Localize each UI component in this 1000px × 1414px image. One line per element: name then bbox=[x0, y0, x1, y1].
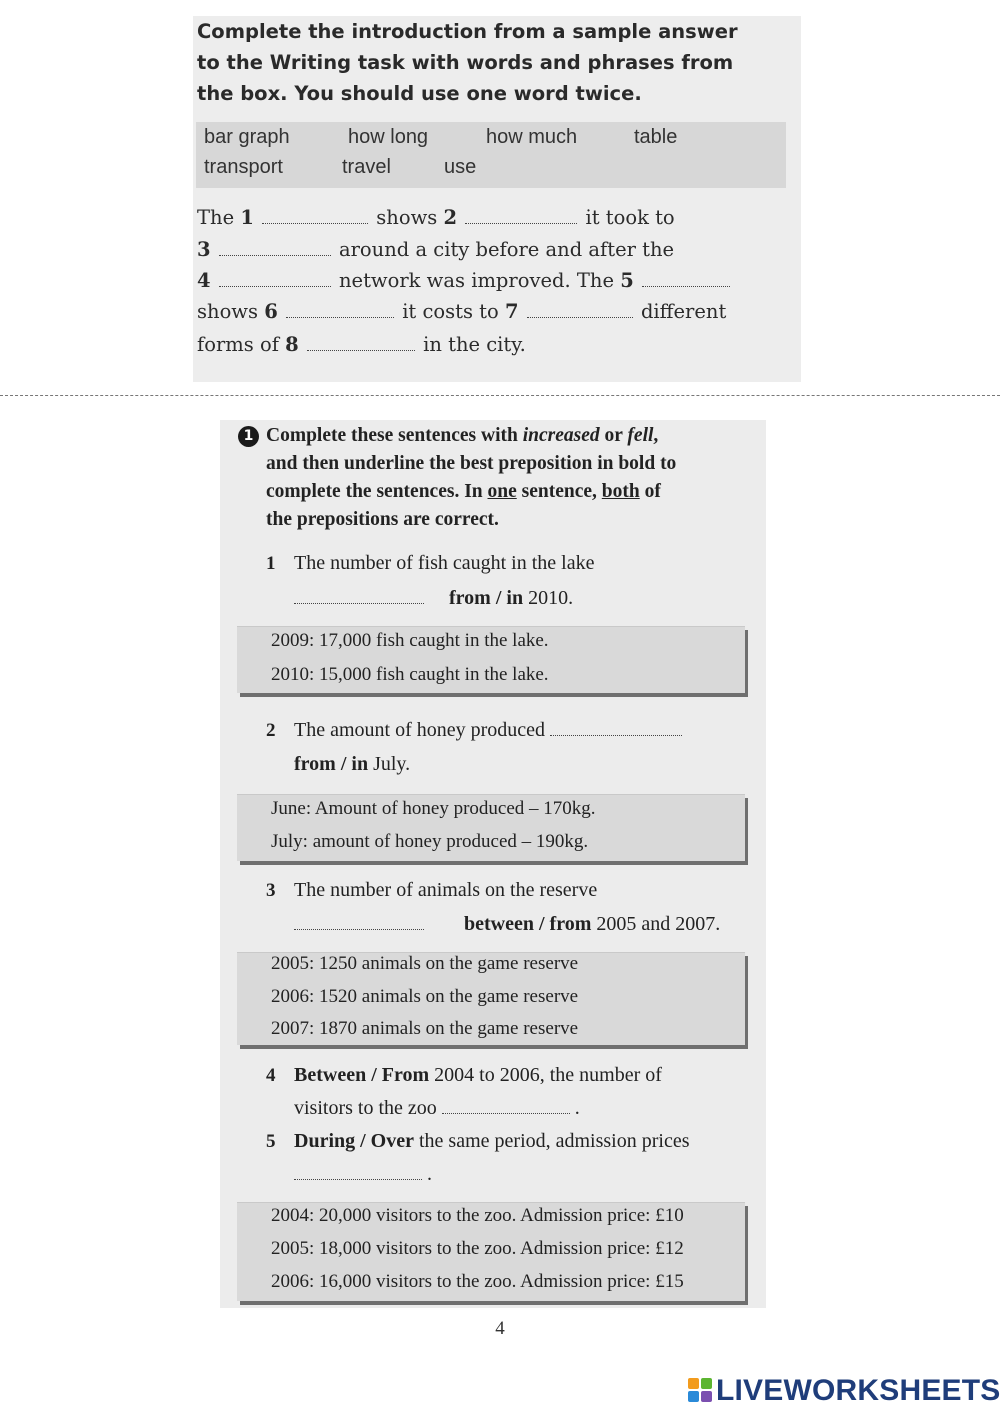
word-option: how long bbox=[348, 126, 429, 148]
answer-blank[interactable] bbox=[442, 1099, 570, 1114]
data-line: June: Amount of honey produced – 170kg. bbox=[271, 798, 596, 819]
answer-blank[interactable] bbox=[550, 721, 682, 736]
word-option: travel bbox=[342, 156, 391, 178]
preposition-choice[interactable]: from / in bbox=[449, 587, 524, 609]
instruction-line: complete the sentences. In one sentence, both of bbox=[266, 481, 661, 502]
blank-6[interactable] bbox=[286, 303, 394, 318]
instruction-line: the box. You should use one word twice. bbox=[197, 82, 642, 105]
data-line: 2009: 17,000 fish caught in the lake. bbox=[271, 630, 549, 651]
instruction-line: Complete these sentences with increased or fell, bbox=[266, 425, 659, 446]
paragraph-line: The 1 shows 2 it took to bbox=[197, 206, 675, 229]
data-line: 2006: 16,000 visitors to the zoo. Admission price: £15 bbox=[271, 1271, 684, 1292]
item-sentence: between / from 2005 and 2007. bbox=[294, 913, 720, 936]
data-box bbox=[237, 626, 745, 693]
page-number: 4 bbox=[495, 1318, 505, 1339]
instruction-line: to the Writing task with words and phrases from bbox=[197, 51, 734, 74]
blank-4[interactable] bbox=[219, 272, 331, 287]
instruction-line: the prepositions are correct. bbox=[266, 509, 499, 530]
blank-1[interactable] bbox=[262, 209, 368, 224]
item-sentence: During / Over the same period, admission prices bbox=[294, 1130, 690, 1152]
instruction-line: Complete the introduction from a sample answer bbox=[197, 20, 738, 43]
data-line: 2005: 18,000 visitors to the zoo. Admission price: £12 bbox=[271, 1238, 684, 1259]
item-number: 3 bbox=[266, 880, 276, 901]
item-sentence: The amount of honey produced bbox=[294, 719, 682, 742]
data-line: 2010: 15,000 fish caught in the lake. bbox=[271, 664, 549, 685]
item-sentence: Between / From 2004 to 2006, the number of bbox=[294, 1064, 662, 1086]
item-sentence: The number of fish caught in the lake bbox=[294, 552, 595, 574]
paragraph-line: 4 network was improved. The 5 bbox=[197, 269, 732, 292]
item-number: 4 bbox=[266, 1065, 276, 1086]
liveworksheets-grid-icon bbox=[688, 1378, 714, 1404]
word-box bbox=[196, 122, 786, 188]
item-sentence: visitors to the zoo . bbox=[294, 1097, 580, 1119]
instruction-line: and then underline the best preposition in bold to bbox=[266, 453, 677, 474]
logo-text: LIVEWORKSHEETS bbox=[716, 1374, 1000, 1407]
paragraph-line: forms of 8 in the city. bbox=[197, 333, 526, 356]
preposition-choice[interactable]: from / in bbox=[294, 753, 369, 775]
data-line: 2004: 20,000 visitors to the zoo. Admission price: £10 bbox=[271, 1205, 684, 1226]
preposition-choice[interactable]: During / Over bbox=[294, 1130, 414, 1152]
item-number: 5 bbox=[266, 1131, 276, 1152]
data-line: 2005: 1250 animals on the game reserve bbox=[271, 953, 579, 974]
word-option: transport bbox=[204, 156, 283, 178]
dashed-separator bbox=[0, 395, 1000, 396]
data-box bbox=[237, 952, 745, 1045]
word-option: use bbox=[444, 156, 477, 178]
exercise-number-badge: 1 bbox=[238, 426, 259, 447]
blank-7[interactable] bbox=[527, 303, 633, 318]
top-exercise-instruction bbox=[197, 16, 797, 109]
item-sentence: from / in 2010. bbox=[294, 587, 573, 610]
item-sentence: from / in July. bbox=[294, 753, 411, 775]
answer-blank[interactable] bbox=[294, 915, 424, 930]
data-line: July: amount of honey produced – 190kg. bbox=[271, 831, 589, 852]
paragraph-line: shows 6 it costs to 7 different bbox=[197, 300, 727, 323]
blank-5[interactable] bbox=[642, 272, 730, 287]
paragraph-line: 3 around a city before and after the bbox=[197, 238, 675, 261]
item-sentence: The number of animals on the reserve bbox=[294, 879, 598, 901]
preposition-choice[interactable]: Between / From bbox=[294, 1064, 430, 1086]
word-option: how much bbox=[486, 126, 578, 148]
data-line: 2007: 1870 animals on the game reserve bbox=[271, 1018, 579, 1039]
data-box bbox=[237, 794, 745, 861]
blank-3[interactable] bbox=[219, 241, 331, 256]
word-option: bar graph bbox=[204, 126, 290, 148]
data-line: 2006: 1520 animals on the game reserve bbox=[271, 986, 579, 1007]
item-sentence: . bbox=[294, 1163, 432, 1186]
answer-blank[interactable] bbox=[294, 589, 424, 604]
item-number: 1 bbox=[266, 553, 276, 574]
blank-8[interactable] bbox=[307, 336, 415, 351]
data-box bbox=[237, 1202, 745, 1301]
word-option: table bbox=[634, 126, 678, 148]
preposition-choice[interactable]: between / from bbox=[464, 913, 592, 935]
answer-blank[interactable] bbox=[294, 1165, 422, 1180]
item-number: 2 bbox=[266, 720, 276, 741]
blank-2[interactable] bbox=[465, 209, 577, 224]
